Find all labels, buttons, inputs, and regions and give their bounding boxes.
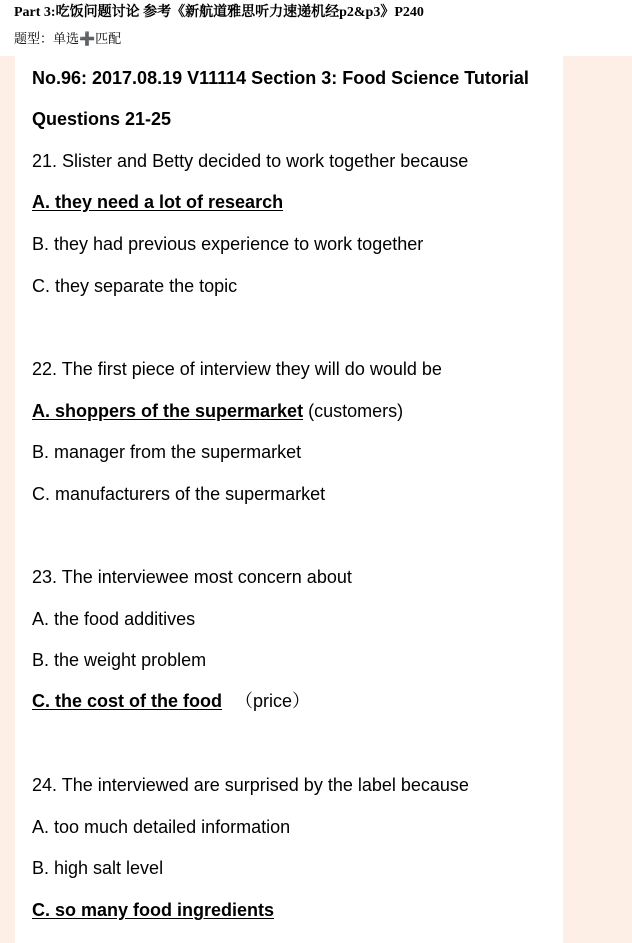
question-22-stem: 22. The first piece of interview they will do would be bbox=[32, 359, 442, 379]
question-23-option-b: B. the weight problem bbox=[32, 650, 207, 670]
document-body bbox=[15, 56, 563, 943]
question-24-option-b: B. high salt level bbox=[32, 858, 164, 878]
question-23-option-c-answer: C. the cost of the food bbox=[32, 691, 222, 711]
question-23-option-c-line bbox=[32, 690, 310, 712]
section-heading: No.96: 2017.08.19 V11114 Section 3: Food Science Tutorial bbox=[32, 68, 529, 88]
question-22-option-b: B. manager from the supermarket bbox=[32, 442, 302, 462]
questions-range-heading: Questions 21-25 bbox=[32, 109, 172, 129]
left-margin-strip bbox=[0, 56, 15, 943]
question-24-option-a: A. too much detailed information bbox=[32, 817, 291, 837]
question-type-line: 题型：单选➕匹配 bbox=[14, 32, 122, 47]
question-21-option-c: C. they separate the topic bbox=[32, 276, 238, 296]
page-header-title: Part 3:吃饭问题讨论 参考《新航道雅思听力速递机经p2&p3》P240 bbox=[14, 5, 424, 20]
question-24-stem: 24. The interviewed are surprised by the label because bbox=[32, 775, 469, 795]
question-23-stem: 23. The interviewee most concern about bbox=[32, 567, 352, 587]
question-21-stem: 21. Slister and Betty decided to work together because bbox=[32, 151, 469, 171]
question-24-option-c-answer: C. so many food ingredients bbox=[32, 900, 275, 920]
question-23-option-a: A. the food additives bbox=[32, 609, 196, 629]
question-23-option-c-note: （price） bbox=[235, 691, 311, 711]
question-22-option-c: C. manufacturers of the supermarket bbox=[32, 484, 326, 504]
right-margin-strip bbox=[563, 56, 632, 943]
question-22-option-a-answer: A. shoppers of the supermarket bbox=[32, 401, 304, 421]
question-21-option-a-answer: A. they need a lot of research bbox=[32, 192, 284, 212]
question-22-option-a-line bbox=[32, 400, 403, 422]
question-21-option-b: B. they had previous experience to work together bbox=[32, 234, 424, 254]
question-22-option-a-note: (customers) bbox=[308, 401, 404, 421]
